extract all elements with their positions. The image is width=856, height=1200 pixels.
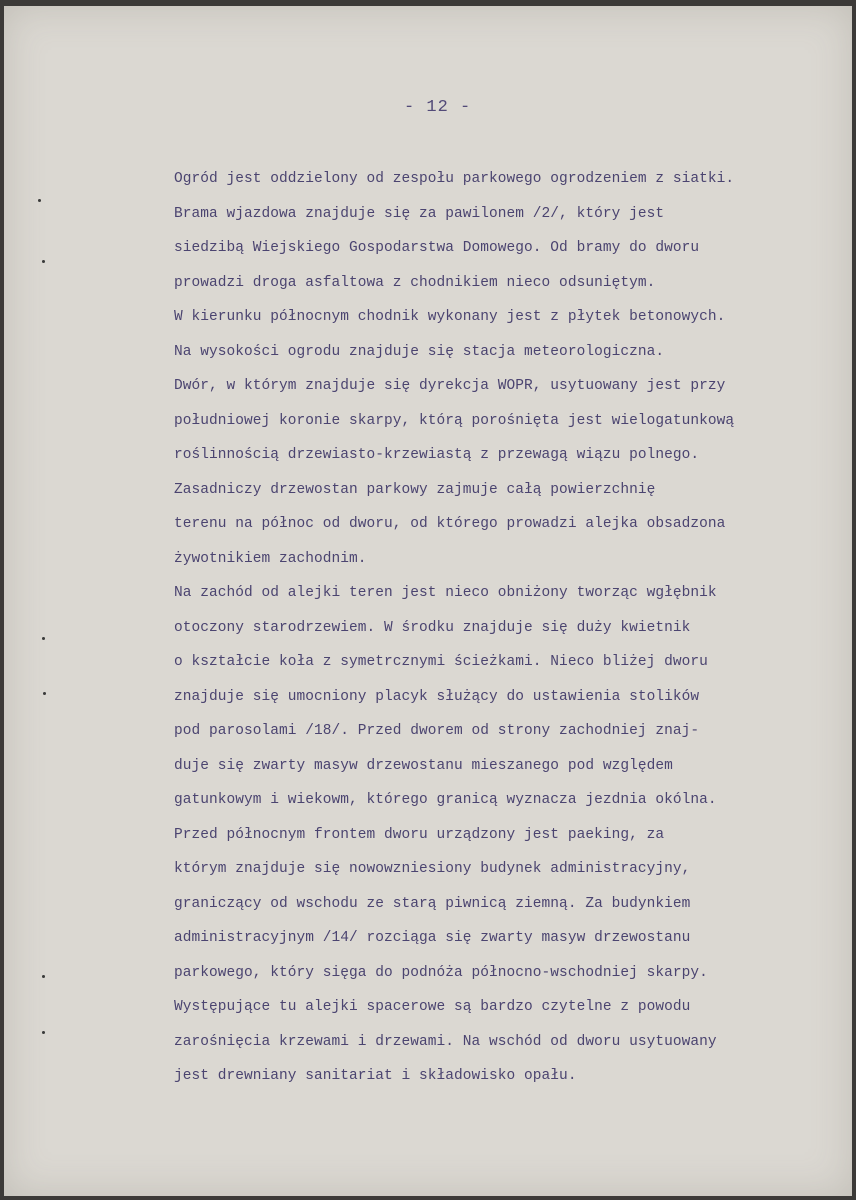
text-line: Na zachód od alejki teren jest nieco obniżony tworząc wgłębnik: [174, 585, 717, 601]
text-line: gatunkowym i wiekowm, którego granicą wyznacza jezdnia okólna.: [174, 792, 717, 808]
text-line: Brama wjazdowa znajduje się za pawilonem /2/, który jest: [174, 205, 665, 222]
body-text: [174, 162, 850, 1094]
margin-mark: [42, 637, 45, 640]
margin-mark: [42, 260, 45, 263]
text-line: żywotnikiem zachodnim.: [174, 550, 367, 567]
text-line: Zasadniczy drzewostan parkowy zajmuje całą powierzchnię: [174, 481, 656, 498]
text-line: znajduje się umocniony placyk służący do ustawienia stolików: [174, 688, 700, 705]
text-line: pod parosolami /18/. Przed dworem od strony zachodniej znaj-: [174, 723, 700, 739]
text-line: prowadzi droga asfaltowa z chodnikiem nieco odsuniętym.: [174, 274, 656, 291]
margin-mark: [42, 975, 45, 978]
text-line: administracyjnym /14/ rozciąga się zwarty masyw drzewostanu: [174, 930, 691, 946]
text-line: siedzibą Wiejskiego Gospodarstwa Domowego. Od bramy do dworu: [174, 240, 700, 256]
document-page: [4, 6, 852, 1196]
text-line: Na wysokości ogrodu znajduje się stacja meteorologiczna.: [174, 343, 665, 360]
text-line: W kierunku północnym chodnik wykonany jest z płytek betonowych.: [174, 309, 726, 325]
text-line: o kształcie koła z symetrcznymi ścieżkami. Nieco bliżej dworu: [174, 654, 708, 670]
text-line: południowej koronie skarpy, którą porośnięta jest wielogatunkową: [174, 412, 735, 429]
text-line: duje się zwarty masyw drzewostanu mieszanego pod względem: [174, 757, 673, 774]
text-line: graniczący od wschodu ze starą piwnicą ziemną. Za budynkiem: [174, 895, 691, 912]
text-line: parkowego, który sięga do podnóża północno-wschodniej skarpy.: [174, 964, 708, 981]
text-line: którym znajduje się nowowzniesiony budynek administracyjny,: [174, 861, 691, 877]
text-line: zarośnięcia krzewami i drzewami. Na wschód od dworu usytuowany: [174, 1033, 717, 1050]
margin-mark: [38, 199, 41, 202]
text-line: otoczony starodrzewiem. W środku znajduje się duży kwietnik: [174, 619, 691, 636]
text-line: jest drewniany sanitariat i składowisko opału.: [174, 1068, 577, 1084]
margin-mark: [43, 692, 46, 695]
text-line: Dwór, w którym znajduje się dyrekcja WOPR, usytuowany jest przy: [174, 378, 726, 394]
text-line: roślinnością drzewiasto-krzewiastą z przewagą wiązu polnego.: [174, 447, 700, 463]
text-line: Występujące tu alejki spacerowe są bardzo czytelne z powodu: [174, 999, 691, 1015]
page-number: - 12 -: [404, 98, 472, 117]
text-line: Ogród jest oddzielony od zespołu parkowego ogrodzeniem z siatki.: [174, 171, 735, 187]
text-line: Przed północnym frontem dworu urządzony jest paeking, za: [174, 826, 665, 843]
margin-mark: [42, 1031, 45, 1034]
text-line: terenu na północ od dworu, od którego prowadzi alejka obsadzona: [174, 516, 726, 532]
